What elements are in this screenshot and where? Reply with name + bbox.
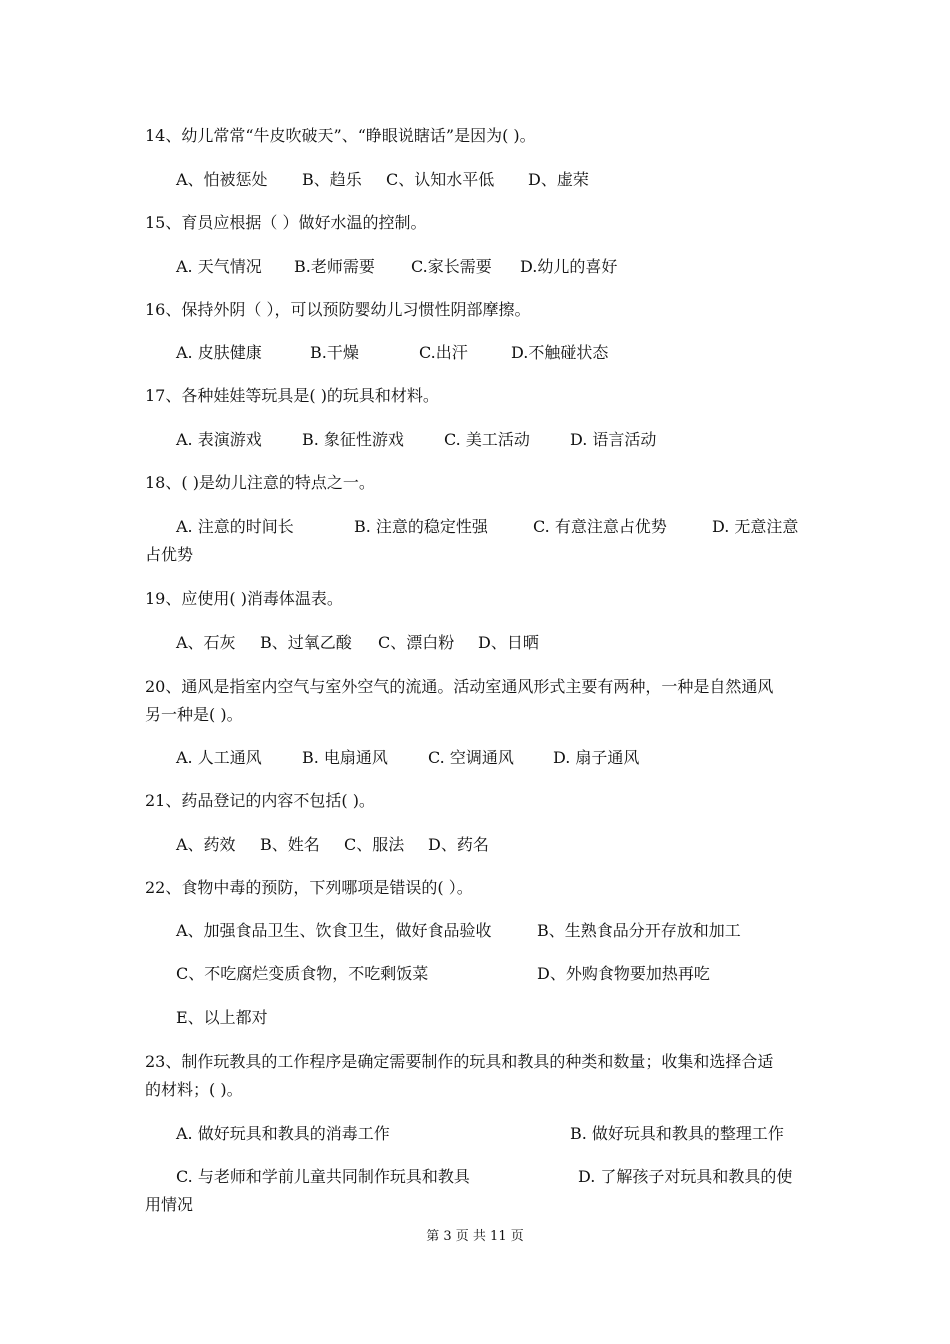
q15-option-d: D.幼儿的喜好 [520,257,618,276]
q20-option-a: A. 人工通风 [176,748,262,767]
question-23-stem: 23、制作玩教具的工作程序是确定需要制作的玩具和教具的种类和数量；收集和选择合适 [145,1052,774,1071]
q14-option-d: D、虚荣 [528,170,589,189]
q15-option-a: A. 天气情况 [176,257,262,276]
q18-option-d-continuation: 占优势 [145,545,194,564]
q22-option-d: D、外购食物要加热再吃 [537,964,710,983]
question-21-stem: 21、药品登记的内容不包括( )。 [145,791,375,810]
q22-option-e: E、以上都对 [176,1008,268,1027]
question-17-stem: 17、各种娃娃等玩具是( )的玩具和材料。 [145,386,439,405]
q18-option-d: D. 无意注意 [712,517,799,536]
q15-option-b: B.老师需要 [294,257,375,276]
q21-option-b: B、姓名 [260,835,320,854]
q16-option-c: C.出汗 [419,343,468,362]
question-19-stem: 19、应使用( )消毒体温表。 [145,589,343,608]
q23-option-a: A. 做好玩具和教具的消毒工作 [176,1124,390,1143]
question-16-stem: 16、保持外阴（ ），可以预防婴幼儿习惯性阴部摩擦。 [145,300,531,319]
q20-option-c: C. 空调通风 [428,748,514,767]
q20-option-d: D. 扇子通风 [553,748,640,767]
q22-option-c: C、不吃腐烂变质食物，不吃剩饭菜 [176,964,429,983]
q19-option-d: D、日晒 [478,633,539,652]
q18-option-c: C. 有意注意占优势 [533,517,667,536]
q21-option-a: A、药效 [176,835,236,854]
question-18-stem: 18、( )是幼儿注意的特点之一。 [145,473,375,492]
q17-option-b: B. 象征性游戏 [302,430,404,449]
q17-option-a: A. 表演游戏 [176,430,262,449]
q20-option-b: B. 电扇通风 [302,748,388,767]
q23-option-d: D. 了解孩子对玩具和教具的使 [578,1167,793,1186]
q19-option-a: A、石灰 [176,633,236,652]
q23-option-d-continuation: 用情况 [145,1195,194,1214]
q21-option-d: D、药名 [428,835,489,854]
q14-option-c: C、认知水平低 [386,170,495,189]
q18-option-b: B. 注意的稳定性强 [354,517,488,536]
question-22-stem: 22、食物中毒的预防，下列哪项是错误的( ）。 [145,878,473,897]
q23-option-c: C. 与老师和学前儿童共同制作玩具和教具 [176,1167,470,1186]
question-20-stem-line2: 另一种是( )。 [145,705,243,724]
page-footer: 第 3 页 共 11 页 [426,1229,524,1244]
q18-option-a: A. 注意的时间长 [176,517,294,536]
q17-option-d: D. 语言活动 [570,430,657,449]
question-20-stem: 20、通风是指室内空气与室外空气的流通。活动室通风形式主要有两种，一种是自然通风 [145,677,774,696]
question-14-stem: 14、幼儿常常“牛皮吹破天”、“睁眼说瞎话”是因为( )。 [145,126,536,145]
q19-option-b: B、过氧乙酸 [260,633,352,652]
q14-option-b: B、趋乐 [302,170,362,189]
q19-option-c: C、漂白粉 [378,633,455,652]
q16-option-a: A. 皮肤健康 [176,343,262,362]
q21-option-c: C、服法 [344,835,405,854]
q15-option-c: C.家长需要 [411,257,492,276]
q22-option-a: A、加强食品卫生、饮食卫生，做好食品验收 [176,921,492,940]
q14-option-a: A、怕被惩处 [176,170,268,189]
question-23-stem-line2: 的材料；( )。 [145,1080,243,1099]
q17-option-c: C. 美工活动 [444,430,530,449]
q16-option-d: D.不触碰状态 [511,343,609,362]
q16-option-b: B.干燥 [310,343,359,362]
question-15-stem: 15、育员应根据（ ）做好水温的控制。 [145,213,427,232]
q23-option-b: B. 做好玩具和教具的整理工作 [570,1124,784,1143]
q22-option-b: B、生熟食品分开存放和加工 [537,921,741,940]
